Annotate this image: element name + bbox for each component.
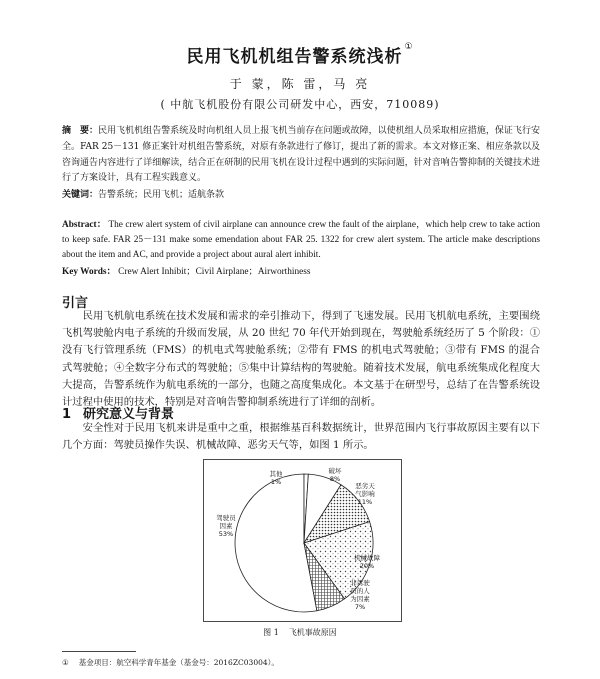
abstract-en-label: Abstract： [62,220,107,230]
abstract-cn-text: 民用飞机机组告警系统及时向机组人员上报飞机当前存在问题或故障，以使机组人员采取相应措施，保证飞行安全。FAR 25－131 修正案针对机组告警系统，对原有条款进行了修订，提出了新的需求。本文对修正案、相应条款以及咨询通告内容进行了详细解读，结合正在研制的民用飞机在设计过程中遇到的实际问题，针对音响告警抑制的关键技术进行了方案设计，具有工程实践意义。 [62,126,540,184]
figure-caption [0,627,600,638]
keywords-en-label: Key Words： [62,267,116,277]
keywords-en-text: Crew Alert Inhibit；Civil Airplane；Airworthiness [118,267,311,277]
footnote-mark: ① [62,658,69,667]
figure-number: 图 1 [263,628,279,637]
pie-slice-label: 机械故障 20% [354,554,380,570]
intro-paragraph: 民用飞机航电系统在技术发展和需求的牵引推动下，得到了飞速发展。民用飞机航电系统，主要围绕飞机驾驶舱内电子系统的升级而发展，从 20 世纪 70 年代开始到现在，驾驶舱系统经历了 5 个阶段：①没有飞行管理系统（FMS）的机电式驾驶舱系统；②带有 FMS 的机电式驾驶舱；③带有 FMS 的混合式驾驶舱；④全数字分布式的驾驶舱；⑤集中计算结构的驾驶舱。随着技术发展，航电系统集成化程度大大提高，告警系统作为航电系统的一部分，也随之高度集成化。本文基于在研型号，总结了在告警系统设计过程中使用的技术，特别是对音响告警抑制系统进行了详细的剖析。 [62,310,540,409]
pie-slice-label: 非驾驶员的人为因素 7% [350,579,370,611]
pie-chart-figure [203,459,402,622]
footnote-rule [62,651,136,652]
authors: 于 蒙，陈 雷，马 亮 [229,77,371,91]
keywords-cn [62,187,540,200]
pie-slice-label: 其他 1% [269,470,283,486]
abstract-en [62,218,540,264]
pie-chart [204,460,401,621]
section1-number: 1 [62,407,72,422]
footnote [62,657,279,668]
figure-caption-text: 飞机事故原因 [288,628,337,637]
pie-slice-label: 恶劣天气影响 11% [355,482,375,506]
abstract-cn [62,124,540,187]
title-footnote-mark: ① [404,42,414,52]
paper-title [0,42,600,67]
intro-heading: 引言 [62,296,89,311]
keywords-cn-text: 告警系统；民用飞机；适航条款 [98,190,225,200]
keywords-cn-label: 关键词： [62,190,99,200]
affiliation: ( 中航飞机股份有限公司研发中心，西安，710089) [160,98,440,111]
pie-slice-label: 驾驶员因素 53% [216,514,236,538]
pie-slice-label: 破坏 8% [328,467,342,483]
abstract-en-text: The crew alert system of civil airplane can announce crew the fault of the airplane，which help crew to take action to keep safe. FAR 25－131 make some emendation about FAR 25. 1322 for crew alert system. The article make descriptions about the item and AC, and provide a project about aural alert inhibit. [62,220,541,261]
section1-paragraph: 安全性对于民用飞机来讲是重中之重，根据维基百科数据统计，世界范围内飞行事故原因主要有以下几个方面：驾驶员操作失误、机械故障、恶劣天气等，如图 1 所示。 [62,422,540,452]
keywords-en [62,263,540,277]
footnote-text: 基金项目：航空科学青年基金（基金号：2016ZC03004）。 [78,658,279,667]
section1-title: 研究意义与背景 [83,407,175,422]
abstract-cn-label: 摘 要： [62,126,99,136]
title-text: 民用飞机机组告警系统浅析 [186,47,403,67]
